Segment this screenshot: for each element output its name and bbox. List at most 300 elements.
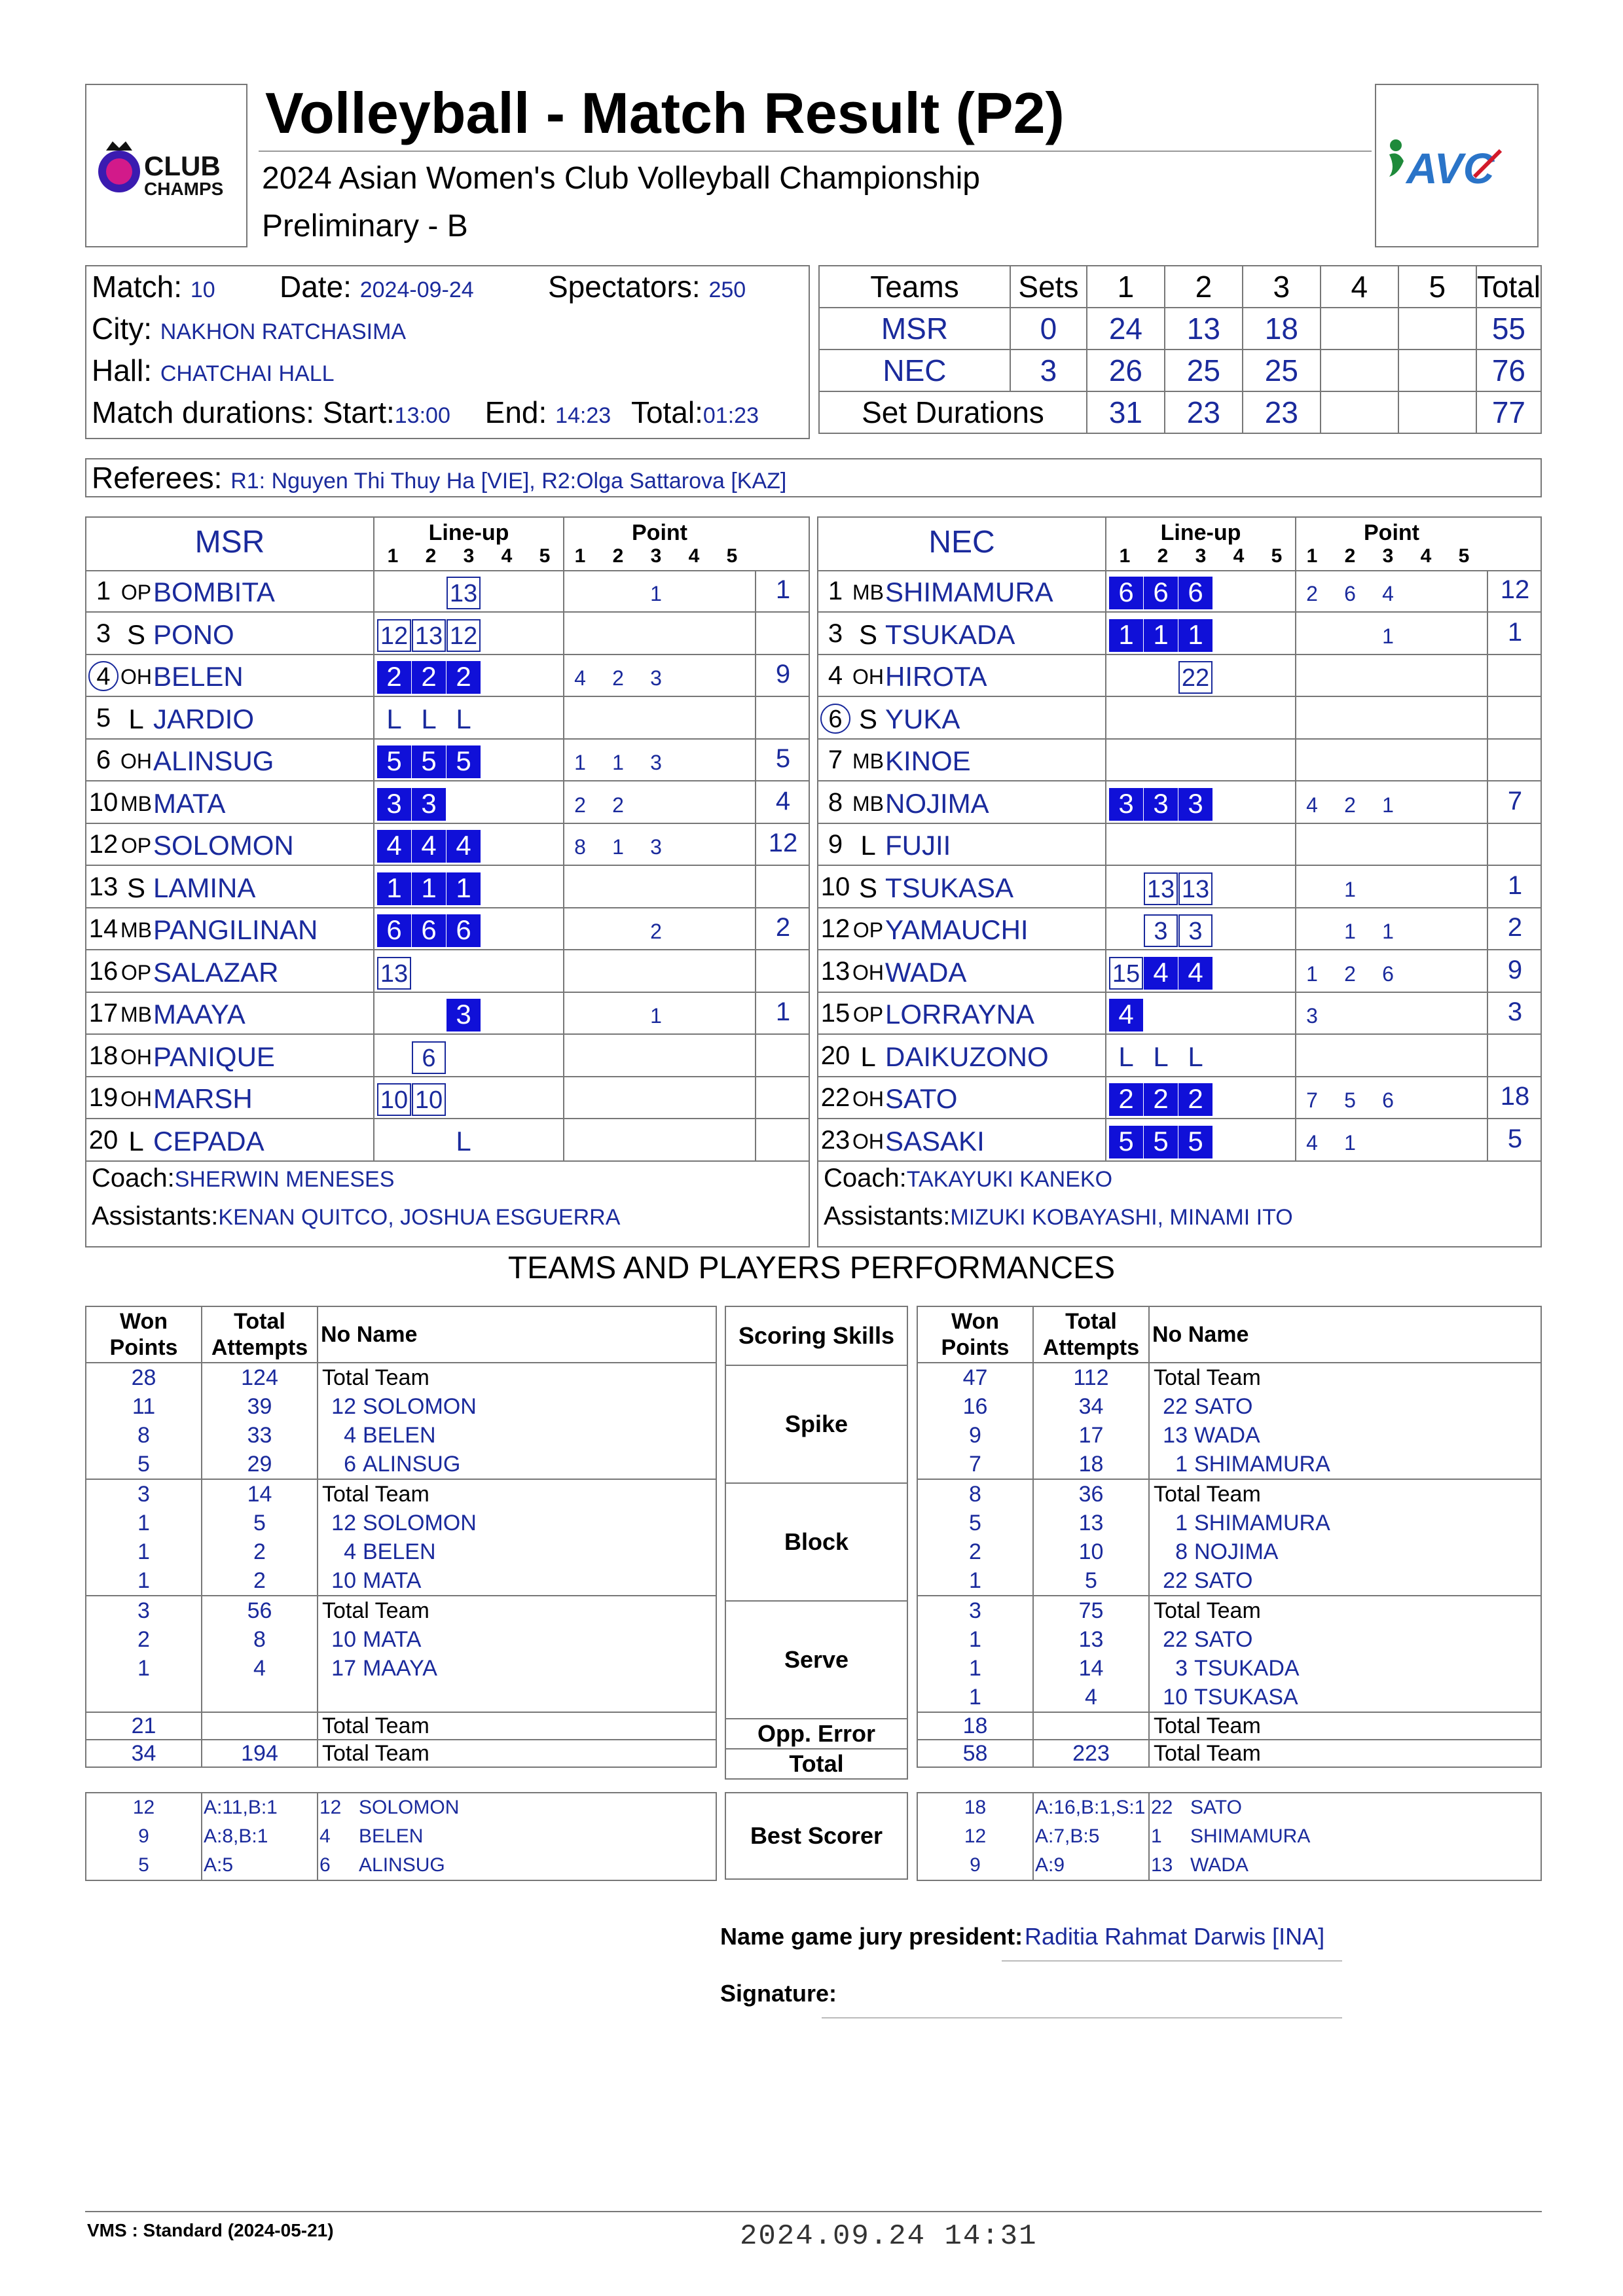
best-points: 5 [138,1854,149,1876]
lineup-position: L [456,1125,471,1157]
start-time: 13:00 [394,403,450,428]
result-cell [1321,308,1398,350]
best-points: 18 [964,1797,987,1818]
lineup-cell [373,992,563,1033]
lineup-position: 15 [1109,957,1143,990]
player-position: MB [852,749,884,773]
lineup-position: 6 [1144,577,1178,609]
set-points: 3 [650,835,662,859]
total-points: 18 [1487,1077,1542,1118]
lineup-position: 3 [412,788,446,821]
coach-row [92,1164,394,1193]
value: 18 [962,1713,988,1738]
player-name: SOLOMON [153,830,294,861]
player-position: MB [120,918,152,942]
set-number: 2 [1344,545,1356,567]
set-number: 5 [539,545,551,567]
player-number [818,661,852,691]
lineup-position: 6 [1178,577,1213,609]
skill-row [725,1719,907,1749]
durations-label: Match durations: Start: [92,395,395,429]
points-cell [1295,655,1487,696]
city-value: NAKHON RATCHASIMA [160,319,407,344]
player-position: OP [852,918,884,942]
spectators-value: 250 [708,278,746,302]
lineup-position: 2 [1178,1083,1213,1116]
points-cell [563,908,755,949]
player-position: OH [120,1045,152,1069]
best-player [318,1822,716,1851]
player-row [818,739,1541,781]
team-name: NEC [928,525,995,560]
player-name: Total Team [322,1598,429,1623]
point-title: Point [1364,520,1419,545]
points-cell [563,655,755,696]
names-column [1149,1479,1541,1596]
lineup-position: 3 [377,788,411,821]
player-name: TSUKASA [885,872,1014,903]
spectators-label: Spectators: [548,270,701,304]
won-points: 9 [969,1423,981,1448]
points-cell [1295,1077,1487,1118]
print-timestamp: 2024.09.24 14:31 [740,2220,1038,2253]
player-number: 1 [1151,1825,1162,1847]
set-number: 1 [1306,545,1318,567]
player-position: MB [120,791,152,816]
player-name: HIROTA [885,661,987,692]
performance-header-row [917,1306,1541,1363]
player-name: Total Team [322,1365,429,1390]
scoring-skills-header: Scoring Skills [725,1306,907,1365]
player-number: 22 [1163,1394,1188,1419]
team-b-performance-table [917,1306,1542,1768]
lineup-cell [373,823,563,865]
attempts-column [1033,1479,1149,1596]
team-a-panel [85,516,810,1247]
won-points [917,1740,1033,1767]
player-name: WADA [1194,1423,1260,1448]
best-points: 12 [132,1797,155,1818]
set-points: 1 [1382,793,1394,817]
best-scorer-row [86,1793,716,1880]
lineup-position: 13 [1144,872,1178,905]
avc-logo [1375,84,1539,247]
lineup-position: 6 [1109,577,1143,609]
lineup-cell [373,697,563,738]
best-breakdown: A:5 [204,1854,234,1876]
result-cell: 18 [1243,308,1321,350]
vms-version: VMS : Standard (2024-05-21) [87,2220,334,2240]
value: 58 [962,1741,988,1766]
player-name: ALINSUG [359,1854,445,1876]
player-name: SHIMAMURA [1194,1511,1330,1535]
won-points: 2 [137,1627,150,1652]
block-block-row [86,1479,716,1596]
spike-block-row [917,1363,1541,1479]
total-attempts: 2 [253,1568,266,1593]
points-cell [563,866,755,907]
player-row [818,1077,1541,1119]
lineup-position: 5 [1109,1126,1143,1158]
player-row [818,950,1541,993]
player-number: 1 [1175,1511,1188,1535]
player-name: BELEN [359,1825,424,1847]
player-row [818,655,1541,697]
player-entry [1150,1392,1541,1421]
set-number: 4 [1233,545,1245,567]
set-number: 4 [1420,545,1432,567]
lineup-cell [1105,781,1295,823]
player-number [86,999,120,1028]
durations-row [92,395,759,430]
performance-title: TEAMS AND PLAYERS PERFORMANCES [507,1251,1116,1285]
match-info-panel [85,265,810,439]
result-cell: 0 [1010,308,1087,350]
lineup-cell [1105,866,1295,907]
total-attempts: 39 [247,1394,272,1419]
won-points [86,1740,202,1767]
player-position: S [126,872,145,903]
set-number: 3 [650,545,662,567]
set-points: 3 [650,751,662,774]
lineup-position: 1 [1109,619,1143,652]
player-row [86,739,809,781]
set-points: 4 [1306,1130,1318,1155]
points-cell [1295,908,1487,949]
player-number: 1 [1175,1452,1188,1477]
player-number [86,661,120,691]
lineup-position: 4 [1144,957,1178,990]
total-attempts: 5 [1085,1568,1097,1593]
attempts-column [1033,1363,1149,1479]
lineup-position: 10 [377,1083,411,1116]
date-label: Date: [280,270,352,304]
set-points: 2 [612,666,624,690]
won-points: 28 [131,1365,156,1390]
set-points: 1 [1344,877,1356,901]
points-cell [1295,570,1487,611]
set-points: 3 [650,666,662,690]
total-attempts: 10 [1078,1539,1104,1564]
won-points: 3 [969,1598,981,1623]
player-entry [318,1625,716,1654]
lineup-header [373,518,563,570]
total-points: 7 [1487,781,1542,823]
player-number [86,830,120,859]
page-title: Volleyball - Match Result (P2) [265,81,1065,145]
total-points: 2 [755,908,810,949]
player-position: MB [852,791,884,816]
player-number-text: 7 [828,745,843,774]
result-header: Total [1476,266,1541,308]
player-number: 12 [331,1511,356,1535]
player-entry [1150,1509,1541,1537]
player-number-text: 19 [88,1083,119,1112]
serve-block-row [917,1596,1541,1712]
captain-marker: 4 [88,661,119,691]
player-position: S [858,703,877,734]
spectators-row [548,269,746,304]
player-number [818,619,852,649]
player-number [86,619,120,649]
names-column [1149,1363,1541,1479]
svg-text:CHAMPS: CHAMPS [144,179,224,199]
won-points: 11 [132,1394,156,1419]
won-points: 3 [137,1482,150,1507]
point-title: Point [632,520,687,545]
result-cell: 3 [1010,350,1087,391]
set-points: 2 [574,793,586,817]
points-cell [1295,866,1487,907]
won-points: 47 [962,1365,988,1390]
won-points: 8 [969,1482,981,1507]
player-number-text: 20 [88,1125,119,1155]
lineup-cell [373,570,563,611]
lineup-cell [1105,739,1295,780]
points-cell [563,613,755,654]
player-name: MARSH [153,1083,253,1114]
player-number [86,577,120,606]
svg-text:CLUB: CLUB [144,151,221,181]
lineup-position: 6 [412,1041,446,1074]
svg-text:AVC: AVC [1406,144,1495,192]
player-row [818,1035,1541,1077]
won-points: 8 [137,1423,150,1448]
result-cell: 76 [1476,350,1541,391]
lineup-position: 12 [377,619,411,652]
player-name: MAAYA [363,1656,437,1681]
set-number: 1 [387,545,399,567]
lineup-cell [373,866,563,907]
set-number: 3 [463,545,475,567]
player-position: MB [852,581,884,604]
player-number-text: 8 [828,787,843,817]
player-number [818,957,852,986]
skill-row [725,1365,907,1483]
player-number-text: 10 [820,872,850,901]
set-points: 1 [650,1004,662,1028]
lineup-position: 2 [1109,1083,1143,1116]
player-entry [318,1363,716,1392]
player-name: NOJIMA [885,787,989,819]
opp_error-row [917,1712,1541,1740]
player-name: YUKA [885,703,960,734]
player-number: 4 [319,1825,331,1847]
lineup-position: 3 [1178,914,1213,947]
won-points: 16 [962,1394,988,1419]
player-name: BELEN [153,661,244,692]
match-date-row [280,269,474,304]
set-number: 2 [1157,545,1169,567]
player-row [86,655,809,697]
points-cell [563,823,755,865]
value: Total Team [322,1741,429,1766]
total-points [755,866,810,907]
result-cell: 24 [1087,308,1165,350]
player-number-text: 20 [820,1041,850,1070]
player-number: 8 [1175,1539,1188,1564]
total-points: 2 [1487,908,1542,949]
player-name: ALINSUG [153,745,274,776]
name-header: No Name [318,1306,716,1363]
total-row [917,1740,1541,1767]
skills-header-row [725,1306,907,1365]
player-number: 4 [344,1539,356,1564]
player-number-text: 12 [820,914,850,943]
lineup-position: 4 [447,830,481,863]
city-row [92,311,406,346]
avc-logo-graphic [1376,85,1537,246]
points-cell [1295,992,1487,1033]
player-name: Total Team [1154,1598,1261,1623]
player-name: Total Team [1154,1482,1261,1507]
total-attempts: 17 [1078,1423,1104,1448]
player-position: L [128,1125,144,1157]
result-table [818,265,1542,434]
set-number: 2 [425,545,437,567]
lineup-cell [373,908,563,949]
lineup-position: L [1153,1041,1169,1072]
lineup-position: 5 [377,745,411,778]
won-points-column [917,1363,1033,1479]
result-header: Sets [1010,266,1087,308]
total-attempts: 112 [1073,1365,1109,1390]
player-number-text: 3 [828,619,843,648]
name-header: No Name [1149,1306,1541,1363]
won-points-column [86,1479,202,1596]
player-row [818,823,1541,866]
won-points [86,1712,202,1740]
lineup-cell [373,739,563,780]
names-column [1149,1596,1541,1712]
total-points: 1 [755,992,810,1033]
won-points-column [917,1596,1033,1712]
lineup-position: 13 [377,957,411,990]
total-team-label [318,1740,716,1767]
won-points: 2 [969,1539,981,1564]
player-position: L [860,830,876,861]
set-number: 5 [1458,545,1470,567]
total-points [755,1035,810,1076]
player-number [86,1126,120,1155]
spike-block-row [86,1363,716,1479]
won-points: 1 [969,1627,981,1652]
player-position: OH [120,665,152,689]
points-cell [1295,613,1487,654]
best-breakdown-column [202,1793,318,1880]
player-entry [318,1537,716,1566]
set-points: 3 [1306,1004,1318,1028]
total-attempts: 4 [253,1656,266,1681]
skill-name: Block [725,1483,907,1601]
won-points-header: Won Points [917,1306,1033,1363]
skill-row [725,1483,907,1601]
lineup-cell [1105,1119,1295,1160]
player-entry [318,1421,716,1450]
player-row [86,570,809,613]
total-points: 12 [755,823,810,865]
result-cell: NEC [819,350,1010,391]
player-entry [1150,1566,1541,1595]
player-name: TSUKADA [885,619,1015,650]
total-attempts: 5 [253,1511,266,1535]
player-position: OH [852,960,884,984]
player-entry [1150,1363,1541,1392]
total-points: 3 [1487,992,1542,1033]
assistants-label: Assistants: [92,1202,219,1230]
lineup-position: 5 [412,745,446,778]
player-row [86,950,809,993]
total-points [1487,655,1542,696]
total-attempts: 8 [253,1627,266,1652]
best-breakdown: A:8,B:1 [204,1825,268,1847]
player-number [86,745,120,775]
player-name: BOMBITA [153,577,275,607]
total-team-label [318,1712,716,1740]
lineup-cell [373,950,563,992]
total-points: 12 [1487,570,1542,611]
points-cell [563,697,755,738]
result-cell: 25 [1165,350,1243,391]
value: Total Team [322,1713,429,1738]
best-player [318,1851,716,1880]
lineup-position: 1 [1178,619,1213,652]
best-breakdown: A:11,B:1 [204,1797,278,1818]
total-points: 1 [1487,866,1542,907]
total-label: Total: [630,395,703,429]
set-duration: 23 [1243,391,1321,433]
set-points: 1 [650,582,662,605]
player-number-text: 4 [828,661,843,690]
won-points-column [86,1363,202,1479]
player-number [86,788,120,817]
total-points [1487,697,1542,738]
set-number: 3 [1382,545,1394,567]
player-entry [318,1509,716,1537]
player-number [818,1126,852,1155]
player-entry [318,1450,716,1479]
lineup-position: L [1188,1041,1203,1072]
lineup-title: Line-up [428,520,509,545]
won-points [86,1683,201,1712]
player-position: OH [852,1129,884,1153]
player-position: OP [120,581,152,604]
points-cell [563,739,755,780]
player-name: Total Team [322,1482,429,1507]
panel-header [86,518,809,571]
player-name: PANIQUE [153,1041,275,1072]
won-points: 7 [969,1452,981,1477]
lineup-position: 4 [412,830,446,863]
total-attempts: 13 [1078,1511,1104,1535]
points-cell [1295,1035,1487,1076]
player-number: 17 [331,1656,356,1681]
player-number [818,1083,852,1113]
player-name: TSUKASA [1194,1685,1298,1710]
match-date: 2024-09-24 [359,278,474,302]
result-cell [1398,308,1476,350]
referees-label: Referees: [92,461,223,495]
lineup-position: L [421,703,437,734]
set-points: 1 [1344,1130,1356,1155]
best-breakdown-column [1033,1793,1149,1880]
player-entry [318,1683,716,1712]
set-duration: 23 [1165,391,1243,433]
attempts-column [202,1596,318,1712]
player-name: SATO [1194,1627,1253,1652]
player-name: KINOE [885,745,971,776]
total-attempts: 2 [253,1539,266,1564]
